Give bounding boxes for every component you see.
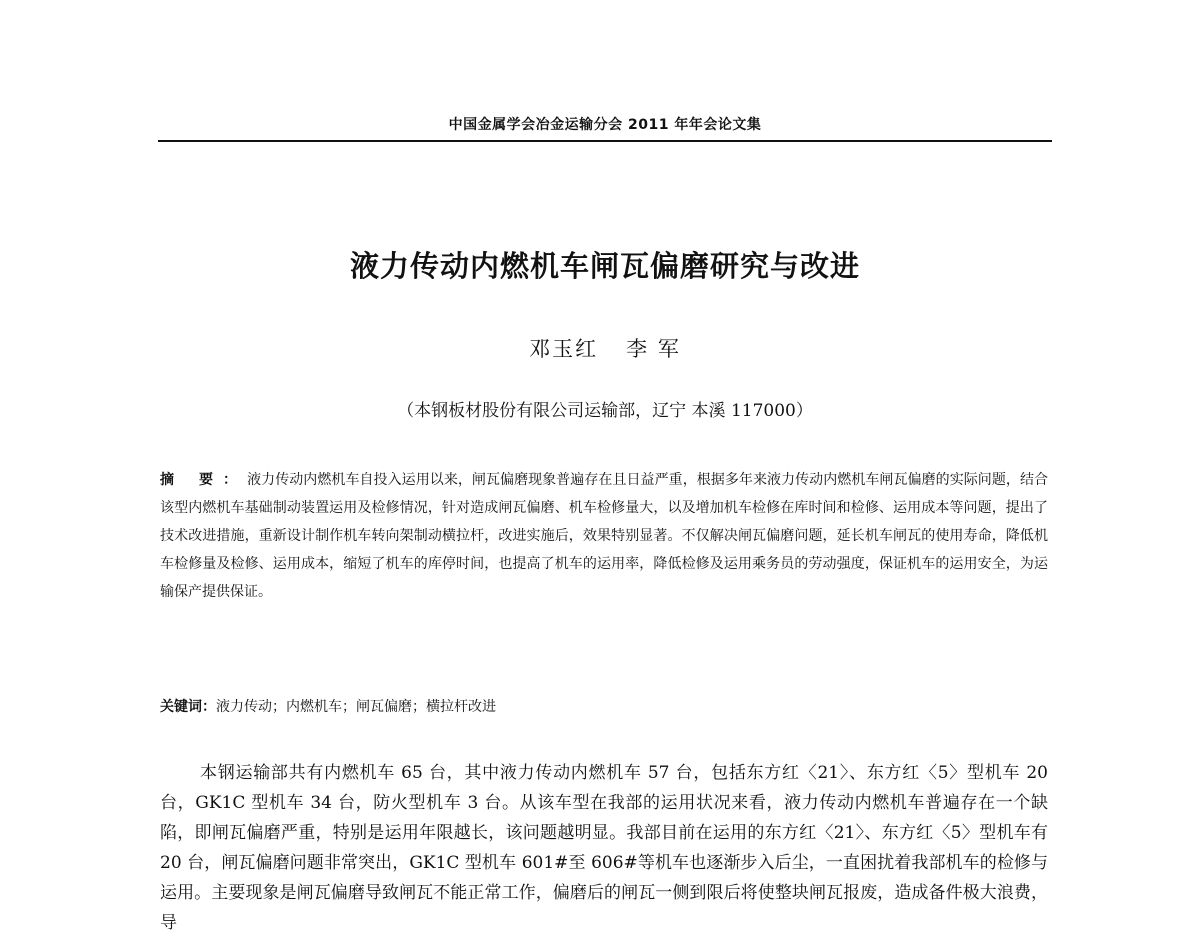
running-header: 中国金属学会冶金运输分会 2011 年年会论文集 [448, 117, 762, 133]
affiliation: （本钢板材股份有限公司运输部，辽宁 本溪 117000） [397, 401, 813, 421]
keywords [160, 694, 1048, 720]
header-rule [158, 140, 1052, 142]
author-name: 李 军 [626, 337, 681, 361]
author-name: 邓玉红 [529, 337, 599, 361]
abstract-text: 液力传动内燃机车自投入运用以来，闸瓦偏磨现象普遍存在且日益严重，根据多年来液力传动内燃机车闸瓦偏磨的实际问题，结合该型内燃机车基础制动装置运用及检修情况，针对造成闸瓦偏磨、机车检修量大，以及增加机车检修在库时间和检修、运用成本等问题，提出了技术改进措施，重新设计制作机车转向架制动横拉杆，改进实施后，效果特别显著。不仅解决闸瓦偏磨问题，延长机车闸瓦的使用寿命，降低机车检修量及检修、运用成本，缩短了机车的库停时间，也提高了机车的运用率，降低检修及运用乘务员的劳动强度，保证机车的运用安全，为运输保产提供保证。 [160, 472, 1049, 600]
paper-title: 液力传动内燃机车闸瓦偏磨研究与改进 [349, 249, 860, 283]
author-line [158, 334, 1052, 364]
keywords-text: 液力传动；内燃机车；闸瓦偏磨；横拉杆改进 [216, 699, 496, 715]
abstract-label: 摘 要： [160, 472, 248, 488]
body-paragraph: 本钢运输部共有内燃机车 65 台，其中液力传动内燃机车 57 台，包括东方红〈21〉、东方红〈5〉型机车 20 台，GK1C 型机车 34 台，防火型机车 3 台。从该车型在我部的运用状况来看，液力传动内燃机车普遍存在一个缺陷，即闸瓦偏磨严重，特别是运用年限越长，该问题越明显。我部目前在运用的东方红〈21〉、东方红〈5〉型机车有 20 台，闸瓦偏磨问题非常突出，GK1C 型机车 601#至 606#等机车也逐渐步入后尘，一直困扰着我部机车的检修与运用。主要现象是闸瓦偏磨导致闸瓦不能正常工作，偏磨后的闸瓦一侧到限后将使整块闸瓦报废，造成备件极大浪费，导 [160, 763, 1048, 933]
abstract [160, 466, 1048, 606]
keywords-label: 关键词： [160, 699, 216, 715]
